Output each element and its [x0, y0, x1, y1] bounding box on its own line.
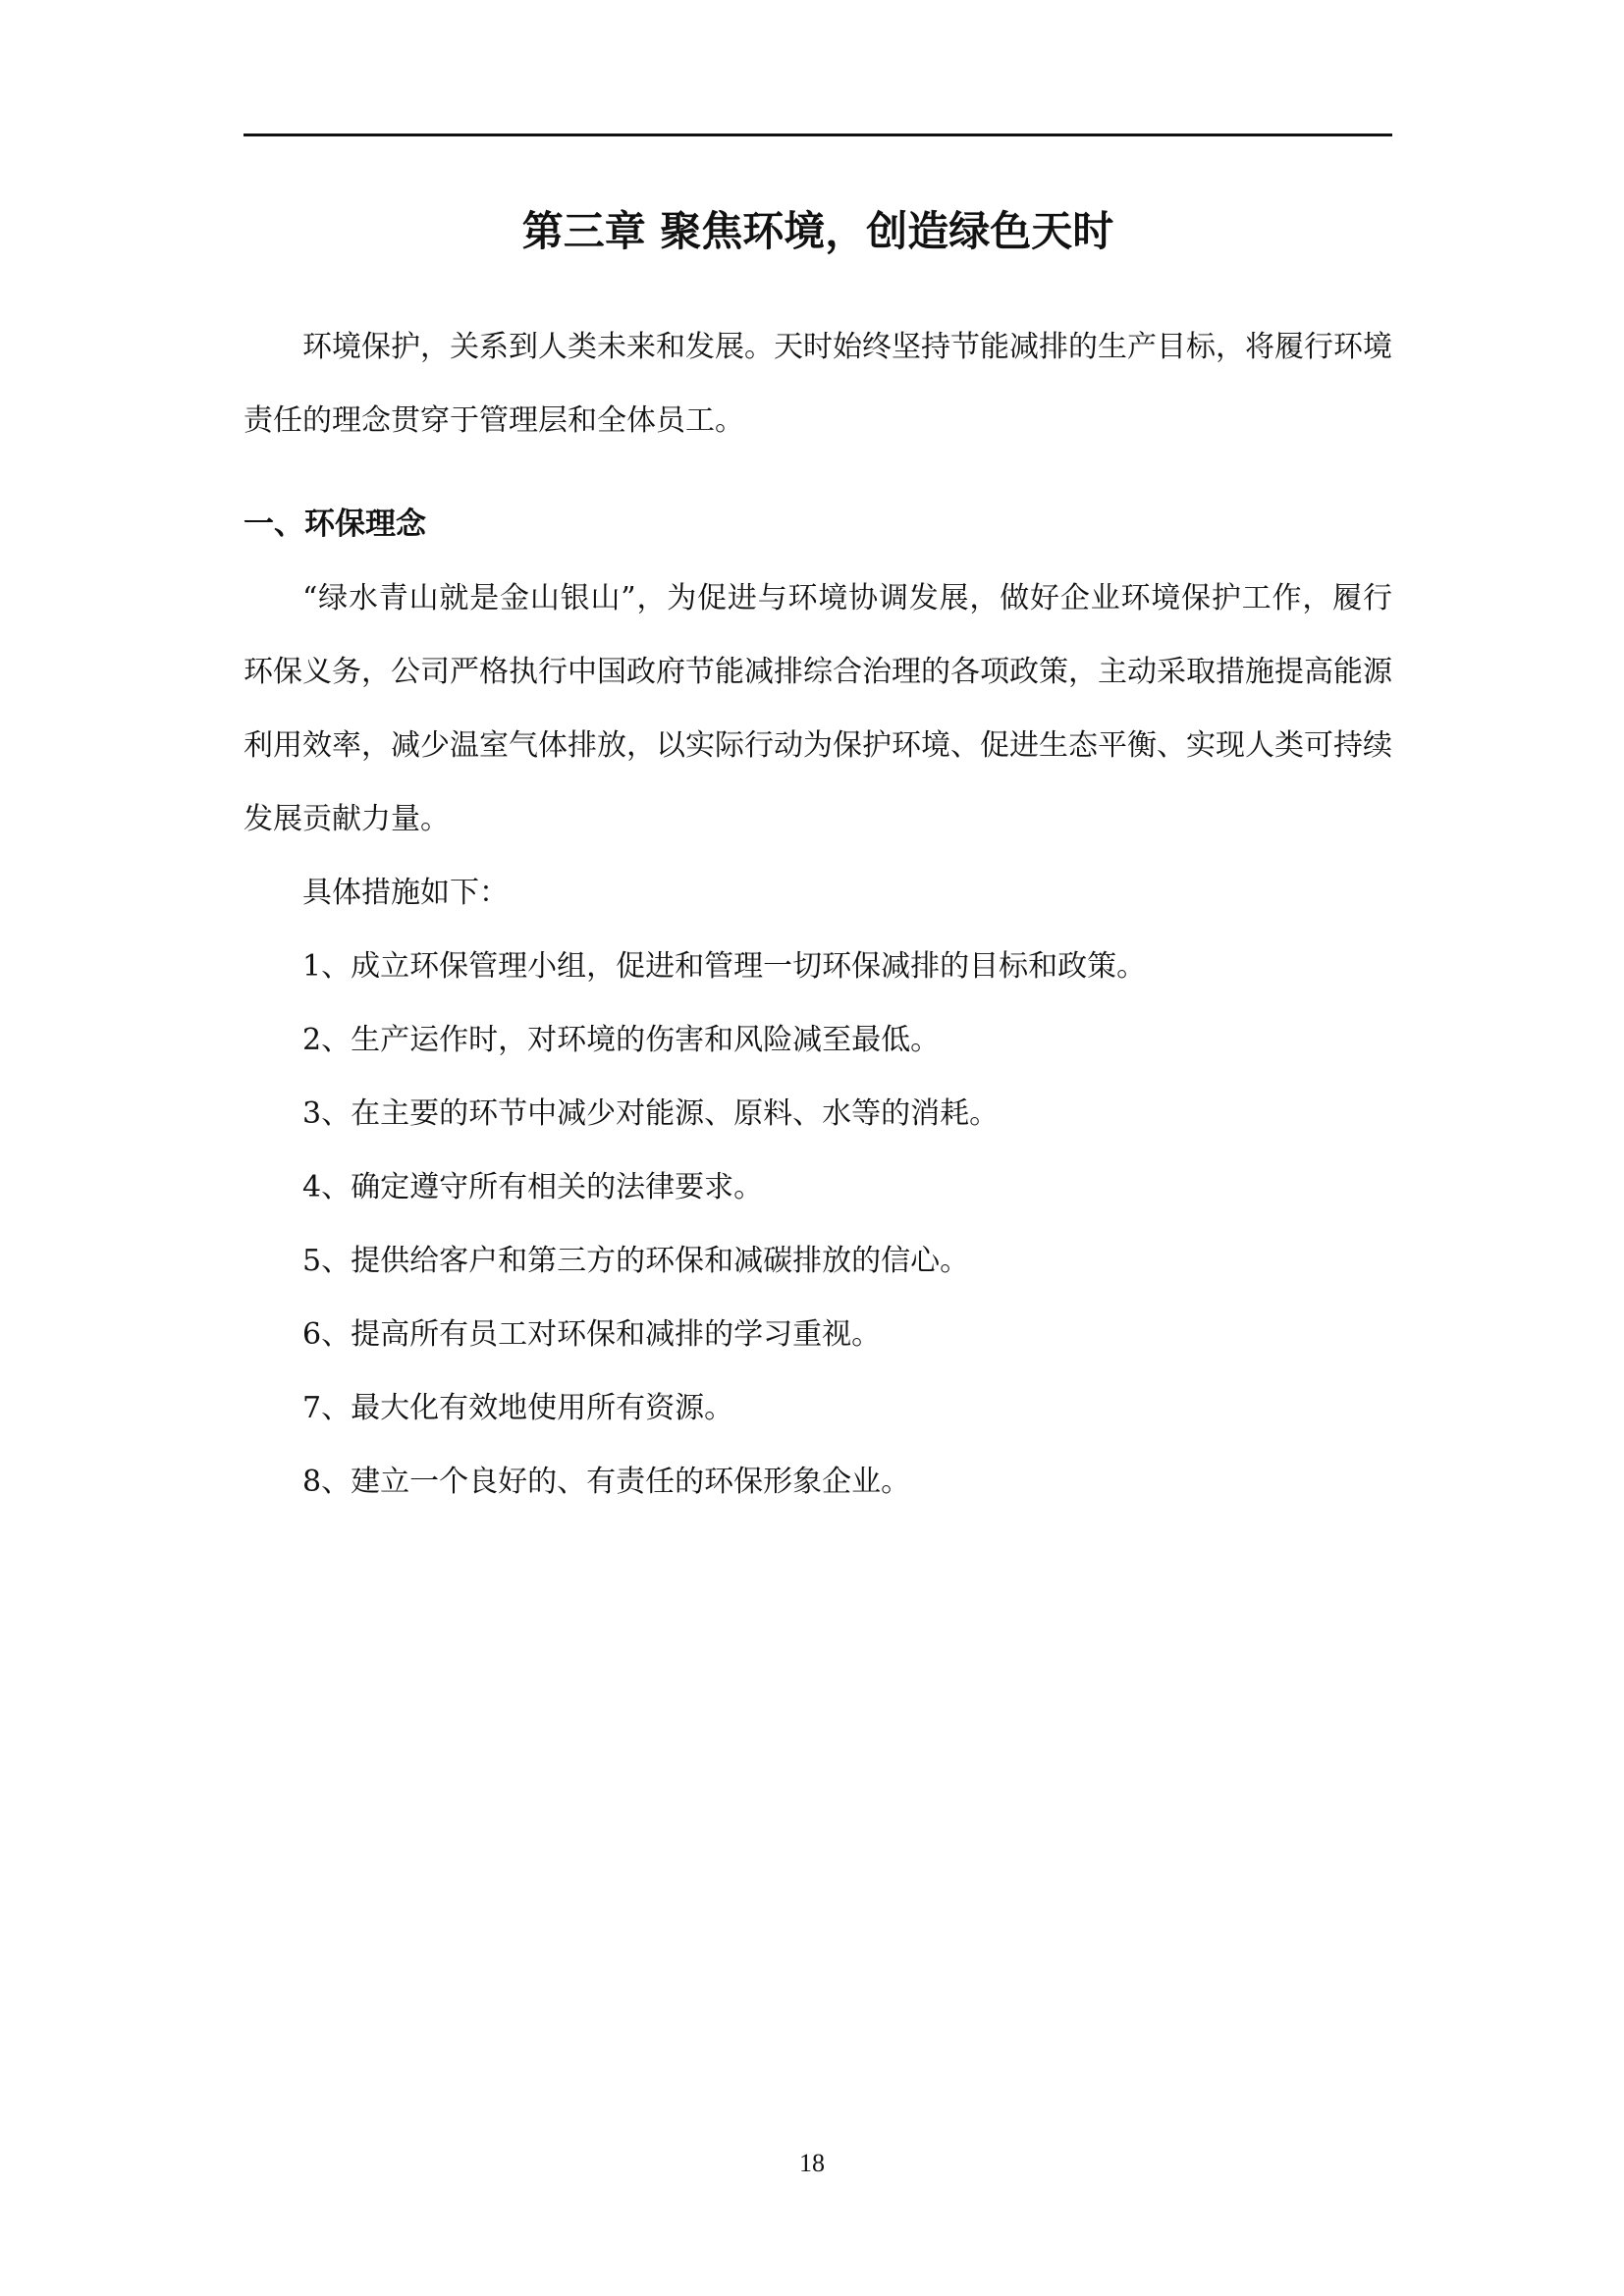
measure-item-5: 5、提供给客户和第三方的环保和减碳排放的信心。 — [302, 1244, 970, 1278]
intro-paragraph: 环境保护，关系到人类未来和发展。天时始终坚持节能减排的生产目标，将履行环境责任的理念贯穿于管理层和全体员工。 — [244, 330, 1392, 438]
measure-item-1: 1、成立环保管理小组，促进和管理一切环保减排的目标和政策。 — [302, 949, 1147, 984]
page-content — [244, 310, 1392, 1519]
section-heading: 一、环保理念 — [244, 507, 426, 542]
chapter-title: 第三章 聚焦环境，创造绿色天时 — [521, 207, 1114, 255]
measure-item-7: 7、最大化有效地使用所有资源。 — [302, 1391, 734, 1425]
measures-list — [244, 930, 1392, 1519]
measure-item-3: 3、在主要的环节中减少对能源、原料、水等的消耗。 — [302, 1096, 1000, 1131]
section-paragraph: “绿水青山就是金山银山”，为促进与环境协调发展，做好企业环境保护工作，履行环保义务，公司严格执行中国政府节能减排综合治理的各项政策，主动采取措施提高能源利用效率，减少温室气体排放，以实际行动为保护环境、促进生态平衡、实现人类可持续发展贡献力量。 — [244, 581, 1392, 836]
measure-item-8: 8、建立一个良好的、有责任的环保形象企业。 — [302, 1465, 911, 1499]
measure-item-6: 6、提高所有员工对环保和减排的学习重视。 — [302, 1317, 882, 1352]
header-rule — [244, 133, 1392, 136]
measure-item-4: 4、确定遵守所有相关的法律要求。 — [302, 1170, 764, 1204]
measures-intro: 具体措施如下： — [302, 876, 509, 910]
measure-item-2: 2、生产运作时，对环境的伤害和风险减至最低。 — [302, 1023, 941, 1057]
page-number: 18 — [799, 2149, 825, 2177]
